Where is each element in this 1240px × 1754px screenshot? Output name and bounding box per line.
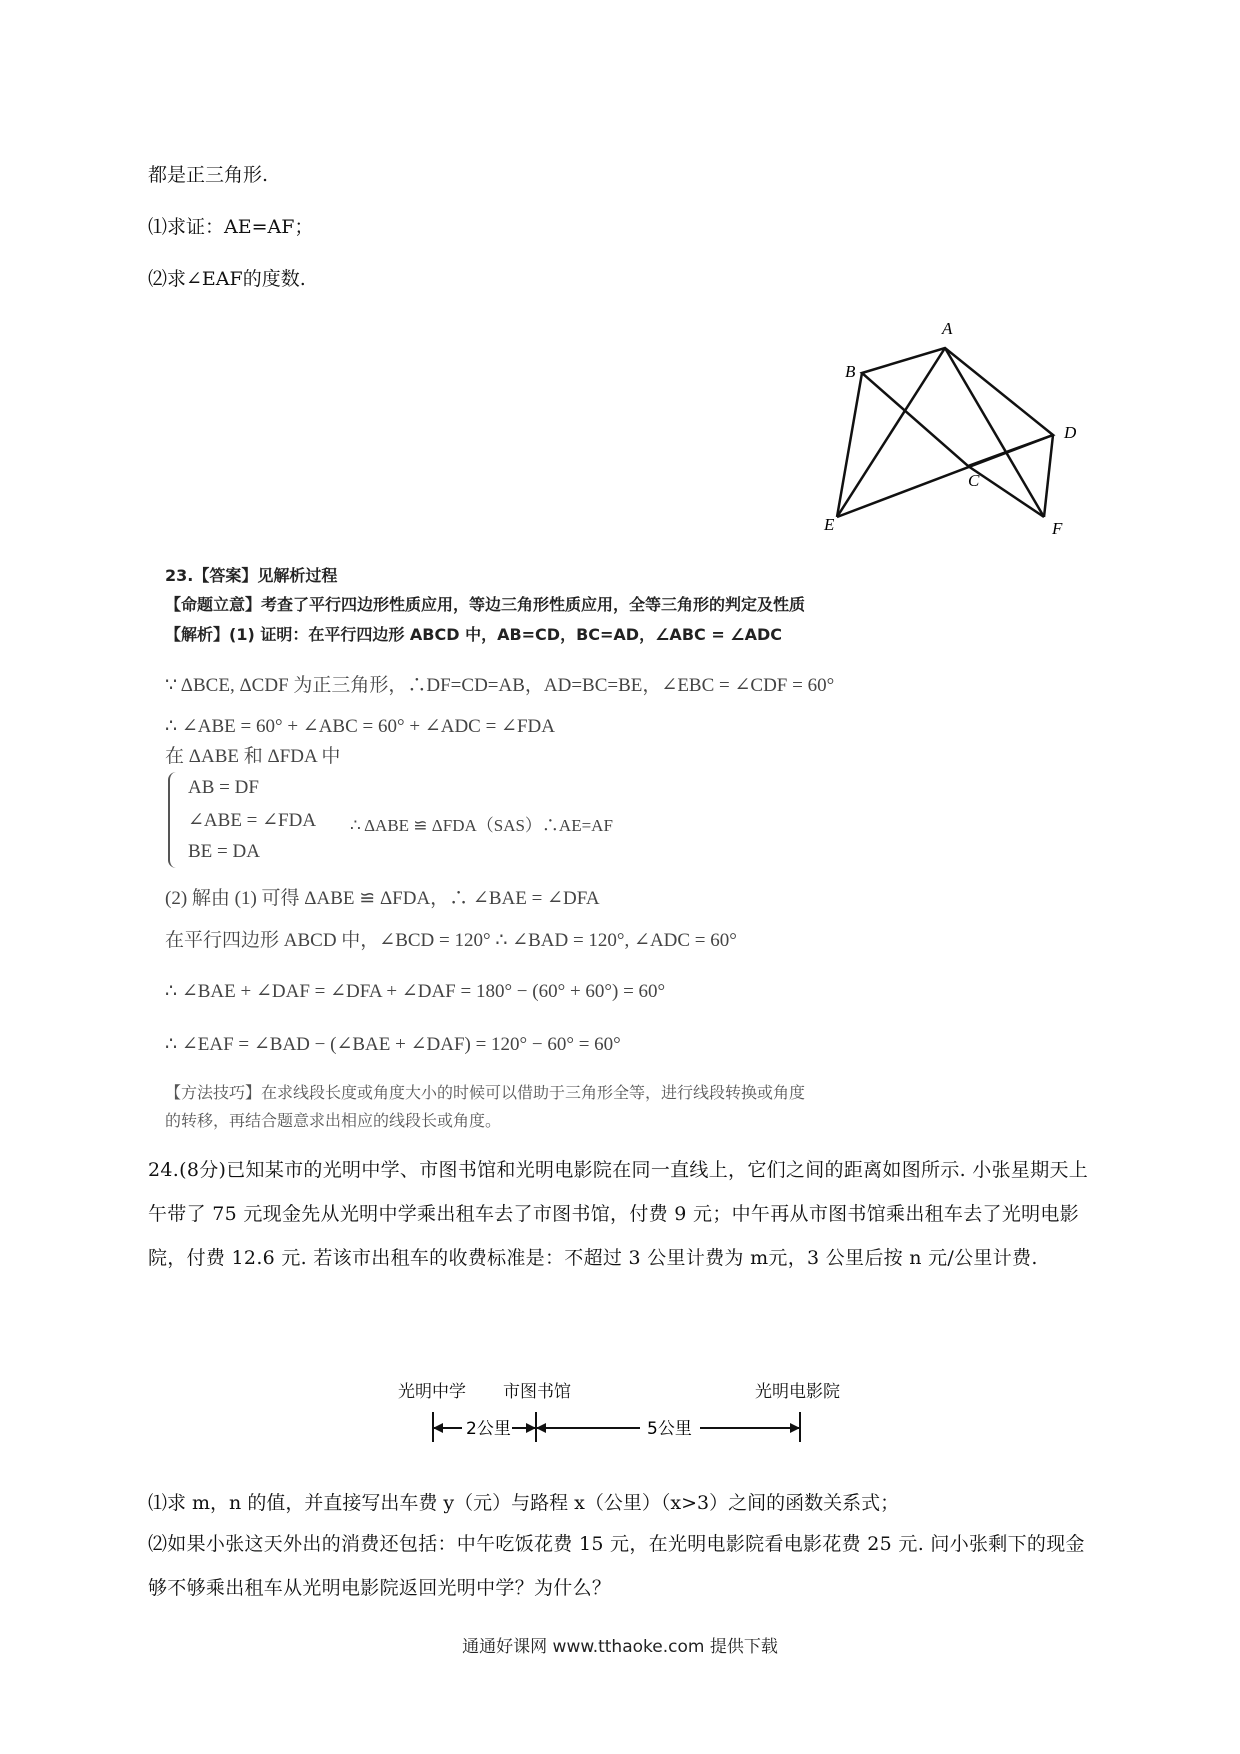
segment-ed xyxy=(837,435,1053,517)
answer-header: 23.【答案】见解析过程 xyxy=(165,566,338,585)
footer: 通通好课网 www.tthaoke.com 提供下载 xyxy=(462,1637,778,1657)
answer-step3: 在 ΔABE 和 ΔFDA 中 xyxy=(165,746,341,767)
segment-df xyxy=(1044,435,1053,517)
place-library: 市图书馆 xyxy=(503,1382,571,1402)
brace-line2: ∠ABE = ∠FDA xyxy=(188,810,317,831)
label-b: B xyxy=(845,362,856,381)
q23-part1: ⑴求证：AE=AF； xyxy=(148,216,314,238)
parallelogram-abcd xyxy=(862,348,1053,466)
method-line2: 的转移，再结合题意求出相应的线段长或角度。 xyxy=(165,1111,502,1130)
q24-part2: ⑵如果小张这天外出的消费还包括：中午吃饭花费 15 元，在光明电影院看电影花费 25 元. 问小张剩下的现金够不够乘出租车从光明电影院返回光明中学？为什么？ xyxy=(148,1533,1085,1599)
segment-af xyxy=(945,348,1044,517)
label-f: F xyxy=(1052,519,1063,538)
distance-label-5km: 5公里 xyxy=(647,1419,692,1439)
brace-line3: BE = DA xyxy=(188,841,260,862)
segment-be xyxy=(837,373,862,517)
q24-part1: ⑴求 m，n 的值，并直接写出车费 y（元）与路程 x（公里）（x>3）之间的函数关系式； xyxy=(148,1492,900,1514)
brace xyxy=(168,772,180,868)
brace-line1: AB = DF xyxy=(188,777,259,798)
answer-part2-1: (2) 解由 (1) 可得 ΔABE ≌ ΔFDA，∴ ∠BAE = ∠DFA xyxy=(165,888,600,909)
q23-part2: ⑵求∠EAF的度数. xyxy=(148,268,306,290)
answer-analysis: 【解析】(1) 证明：在平行四边形 ABCD 中，AB=CD，BC=AD，∠ABC = ∠ADC xyxy=(165,625,783,644)
segment-ae xyxy=(837,348,945,517)
answer-intent: 【命题立意】考查了平行四边形性质应用，等边三角形性质应用，全等三角形的判定及性质 xyxy=(165,595,806,614)
label-e: E xyxy=(824,515,835,534)
method-line1: 【方法技巧】在求线段长度或角度大小的时候可以借助于三角形全等，进行线段转换或角度 xyxy=(165,1083,806,1102)
answer-step2: ∴ ∠ABE = 60° + ∠ABC = 60° + ∠ADC = ∠FDA xyxy=(165,716,555,737)
label-d: D xyxy=(1064,423,1077,442)
q24-text: 24.(8分)已知某市的光明中学、市图书馆和光明电影院在同一直线上，它们之间的距离如图所示. 小张星期天上午带了 75 元现金先从光明中学乘出租车去了市图书馆，付费 9 元；中午再从市图书馆乘出租车去了光明电影院，付费 12.6 元. 若该市出租车的收费标准是：不超过 3 公里计费为 m元，3 公里后按 n 元/公里计费. xyxy=(148,1159,1089,1269)
distance-label-2km: 2公里 xyxy=(466,1419,511,1439)
brace-conclusion: ∴ ΔABE ≌ ΔFDA（SAS）∴AE=AF xyxy=(350,816,613,835)
label-c: C xyxy=(968,471,980,490)
place-cinema: 光明电影院 xyxy=(755,1382,840,1402)
q23-line1: 都是正三角形. xyxy=(148,164,269,186)
answer-part2-4: ∴ ∠EAF = ∠BAD − (∠BAE + ∠DAF) = 120° − 60° = 60° xyxy=(165,1034,621,1055)
answer-step1: ∵ ΔBCE, ΔCDF 为正三角形，∴DF=CD=AB，AD=BC=BE，∠EBC = ∠CDF = 60° xyxy=(165,675,835,696)
answer-part2-3: ∴ ∠BAE + ∠DAF = ∠DFA + ∠DAF = 180° − (60° + 60°) = 60° xyxy=(165,981,666,1002)
segment-cf xyxy=(968,466,1044,517)
place-school: 光明中学 xyxy=(398,1382,466,1402)
answer-part2-2: 在平行四边形 ABCD 中，∠BCD = 120° ∴ ∠BAD = 120°, ∠ADC = 60° xyxy=(165,930,737,951)
label-a: A xyxy=(942,319,953,338)
